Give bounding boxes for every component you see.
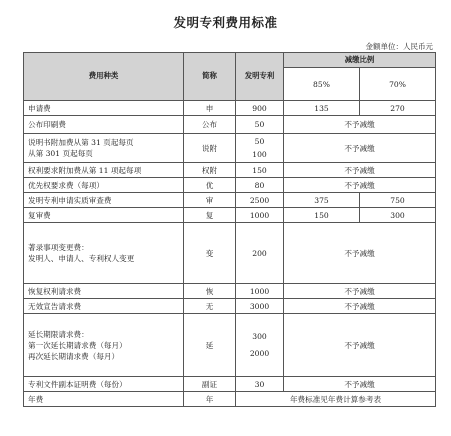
fee-amount-cell xyxy=(236,223,284,284)
fee-abbr-cell: 审 xyxy=(184,193,236,208)
fee-name-cell xyxy=(24,163,184,178)
annual-fee-note: 年费标准见年费计算参考表 xyxy=(236,392,436,407)
header-ratio-85: 85% xyxy=(284,68,360,101)
no-reduction-cell: 不予减缴 xyxy=(284,178,436,193)
fee-abbr-cell: 无 xyxy=(184,299,236,314)
no-reduction-cell: 不予减缴 xyxy=(284,134,436,163)
reduction-70-cell: 750 xyxy=(360,193,436,208)
fee-amount-value: 50 xyxy=(254,137,265,146)
fee-amount-value: 900 xyxy=(252,103,267,113)
fee-amount-cell xyxy=(236,193,284,208)
fee-amount-cell xyxy=(236,208,284,223)
currency-unit-note: 金额单位：人民币元 xyxy=(365,42,433,51)
fee-amount-value: 30 xyxy=(254,379,265,389)
fee-name-line: 复审费 xyxy=(28,210,51,220)
table-row xyxy=(24,392,436,407)
fee-amount-value: 1000 xyxy=(249,286,270,296)
table-row xyxy=(24,377,436,392)
fee-abbr-cell: 说附 xyxy=(184,134,236,163)
fee-amount-value: 2000 xyxy=(249,349,270,358)
fee-name-cell xyxy=(24,284,184,299)
fee-name-cell xyxy=(24,299,184,314)
fee-name-cell xyxy=(24,314,184,377)
fee-amount-cell xyxy=(236,116,284,134)
no-reduction-cell: 不予减缴 xyxy=(284,163,436,178)
fee-name-line: 年费 xyxy=(28,394,44,404)
fee-amount-value: 200 xyxy=(252,248,267,258)
fee-amount-value: 100 xyxy=(252,150,267,159)
table-row xyxy=(24,116,436,134)
table-row xyxy=(24,193,436,208)
fee-name-line: 公布印刷费 xyxy=(28,120,66,129)
fee-amount-value: 80 xyxy=(254,180,265,190)
reduction-70-cell: 300 xyxy=(360,208,436,223)
header-fee-type: 费用种类 xyxy=(24,53,184,101)
table-row xyxy=(24,134,436,163)
no-reduction-cell: 不予减缴 xyxy=(284,314,436,377)
fee-name-line: 优先权要求费（每项） xyxy=(28,180,104,190)
page-title: 发明专利费用标准 xyxy=(173,15,278,30)
fee-abbr-cell: 变 xyxy=(184,223,236,284)
fee-name-line: 再次延长期请求费（每月） xyxy=(28,351,120,361)
reduction-85-cell: 135 xyxy=(284,101,360,116)
reduction-70-cell: 270 xyxy=(360,101,436,116)
table-row xyxy=(24,314,436,377)
fee-abbr-cell: 年 xyxy=(184,392,236,407)
fee-name-line: 从第 301 页起每页 xyxy=(28,149,93,158)
fee-amount-value: 1000 xyxy=(249,210,270,220)
fee-amount-cell xyxy=(236,178,284,193)
no-reduction-cell: 不予减缴 xyxy=(284,223,436,284)
table-row xyxy=(24,101,436,116)
fee-abbr-cell: 延 xyxy=(184,314,236,377)
table-row xyxy=(24,178,436,193)
table-row xyxy=(24,223,436,284)
fee-name-cell xyxy=(24,134,184,163)
table-row xyxy=(24,299,436,314)
fee-amount-cell xyxy=(236,284,284,299)
header-abbr: 简称 xyxy=(184,53,236,101)
fee-amount-value: 2500 xyxy=(249,195,270,205)
fee-amount-cell xyxy=(236,314,284,377)
table-row xyxy=(24,163,436,178)
no-reduction-cell: 不予减缴 xyxy=(284,299,436,314)
fee-amount-cell xyxy=(236,299,284,314)
fee-name-line: 说明书附加费从第 31 页起每页 xyxy=(28,138,134,147)
fee-name-line: 发明专利申请实质审查费 xyxy=(28,195,112,205)
fee-name-line: 权利要求附加费从第 11 项起每项 xyxy=(28,165,142,175)
fee-name-cell xyxy=(24,193,184,208)
header-ratio-70: 70% xyxy=(360,68,436,101)
fee-name-cell xyxy=(24,223,184,284)
fee-name-cell xyxy=(24,101,184,116)
fee-name-cell xyxy=(24,208,184,223)
fee-abbr-cell: 恢 xyxy=(184,284,236,299)
fee-abbr-cell: 复 xyxy=(184,208,236,223)
table-row xyxy=(24,208,436,223)
no-reduction-cell: 不予减缴 xyxy=(284,116,436,134)
fee-amount-cell xyxy=(236,134,284,163)
fee-abbr-cell: 优 xyxy=(184,178,236,193)
fee-amount-value: 3000 xyxy=(249,301,270,311)
fee-name-line: 专利文件副本证明费（每份） xyxy=(28,379,127,389)
fee-name-line: 著录事项变更费： xyxy=(28,243,89,252)
fee-amount-value: 300 xyxy=(252,332,267,341)
fee-abbr-cell: 副证 xyxy=(184,377,236,392)
fee-name-line: 延长期限请求费： xyxy=(28,329,89,339)
fee-amount-cell xyxy=(236,163,284,178)
reduction-85-cell: 150 xyxy=(284,208,360,223)
fee-amount-value: 50 xyxy=(254,120,265,129)
fee-name-line: 发明人、申请人、专利权人变更 xyxy=(28,254,135,263)
header-reduction-ratio: 减缴比例 xyxy=(284,53,436,68)
fee-table xyxy=(23,52,436,407)
fee-name-line: 无效宣告请求费 xyxy=(28,301,82,311)
no-reduction-cell: 不予减缴 xyxy=(284,377,436,392)
fee-name-cell xyxy=(24,178,184,193)
fee-amount-cell xyxy=(236,377,284,392)
no-reduction-cell: 不予减缴 xyxy=(284,284,436,299)
fee-abbr-cell: 申 xyxy=(184,101,236,116)
fee-amount-value: 150 xyxy=(252,165,267,175)
fee-name-line: 第一次延长期请求费（每月） xyxy=(28,340,127,350)
fee-name-cell xyxy=(24,377,184,392)
fee-name-cell xyxy=(24,116,184,134)
fee-abbr-cell: 权附 xyxy=(184,163,236,178)
fee-abbr-cell: 公布 xyxy=(184,116,236,134)
table-row xyxy=(24,284,436,299)
fee-name-line: 恢复权利请求费 xyxy=(28,286,82,296)
reduction-85-cell: 375 xyxy=(284,193,360,208)
fee-name-line: 申请费 xyxy=(28,103,51,113)
fee-amount-cell xyxy=(236,101,284,116)
header-invention-patent: 发明专利 xyxy=(236,53,284,101)
fee-name-cell xyxy=(24,392,184,407)
